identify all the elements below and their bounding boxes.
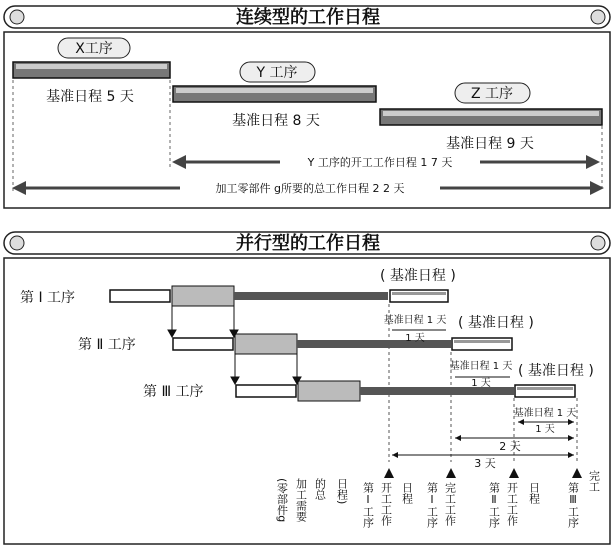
three-day-label: 3 天 [474,457,496,470]
milestone-4-sub: 开工工作 [505,482,519,526]
row-3-callout: ( 基准日程 ) [518,363,594,379]
process-y-label: Y 工序 [256,65,298,81]
milestone-2: 日程 [400,482,414,504]
one-day-1: 基准日程 1 天 [383,315,447,326]
row-3-label: 第 Ⅲ 工序 [143,384,204,400]
milestone-1-sub: 开工工作 [379,482,393,526]
y-span-arrow [172,155,600,169]
one-day-2-short: 1 天 [471,378,491,389]
legend-left-1: (零部件g [275,478,289,523]
milestone-6: 第Ⅲ工序 [566,482,580,528]
bottom-legend [276,470,601,529]
one-day-3-short: 1 天 [535,424,555,435]
milestone-4: 第Ⅱ工序 [487,482,501,528]
one-day-2: 基准日程 1 天 [449,361,513,372]
row-1-label: 第 Ⅰ 工序 [20,290,76,306]
legend-left-2: 加工需要 [294,478,308,522]
row-1-callout: ( 基准日程 ) [380,268,456,284]
one-day-3: 基准日程 1 天 [513,408,577,419]
process-x-label: X工序 [75,41,113,57]
process-z-duration: 基准日程 9 天 [446,136,534,152]
row-2-callout: ( 基准日程 ) [458,315,534,331]
legend-left-4: 日程) [335,478,349,505]
total-span-arrow [12,181,604,195]
milestone-6-sub: 完工 [587,470,601,492]
two-day-label: 2 天 [499,440,521,453]
bottom-panel [4,232,610,544]
process-y-duration: 基准日程 8 天 [232,113,320,129]
total-span-label: 加工零部件 g所要的总工作日程 2 2 天 [215,182,405,195]
milestone-1: 第Ⅰ工序 [361,482,375,528]
milestone-3-sub: 完工工作 [443,482,457,526]
process-x-duration: 基准日程 5 天 [46,89,134,105]
one-day-1-short: 1 天 [405,333,425,344]
bottom-title: 并行型的工作日程 [236,233,380,254]
milestone-3: 第Ⅰ工序 [425,482,439,528]
top-title: 连续型的工作日程 [236,7,380,28]
legend-left-3: 的总 [313,478,327,500]
top-panel [4,6,610,208]
milestone-5: 日程 [527,482,541,504]
process-z-label: Z 工序 [470,86,514,102]
y-span-label: Y 工序的开工工作日程 1 7 天 [307,156,453,169]
row-2-label: 第 Ⅱ 工序 [78,337,136,353]
